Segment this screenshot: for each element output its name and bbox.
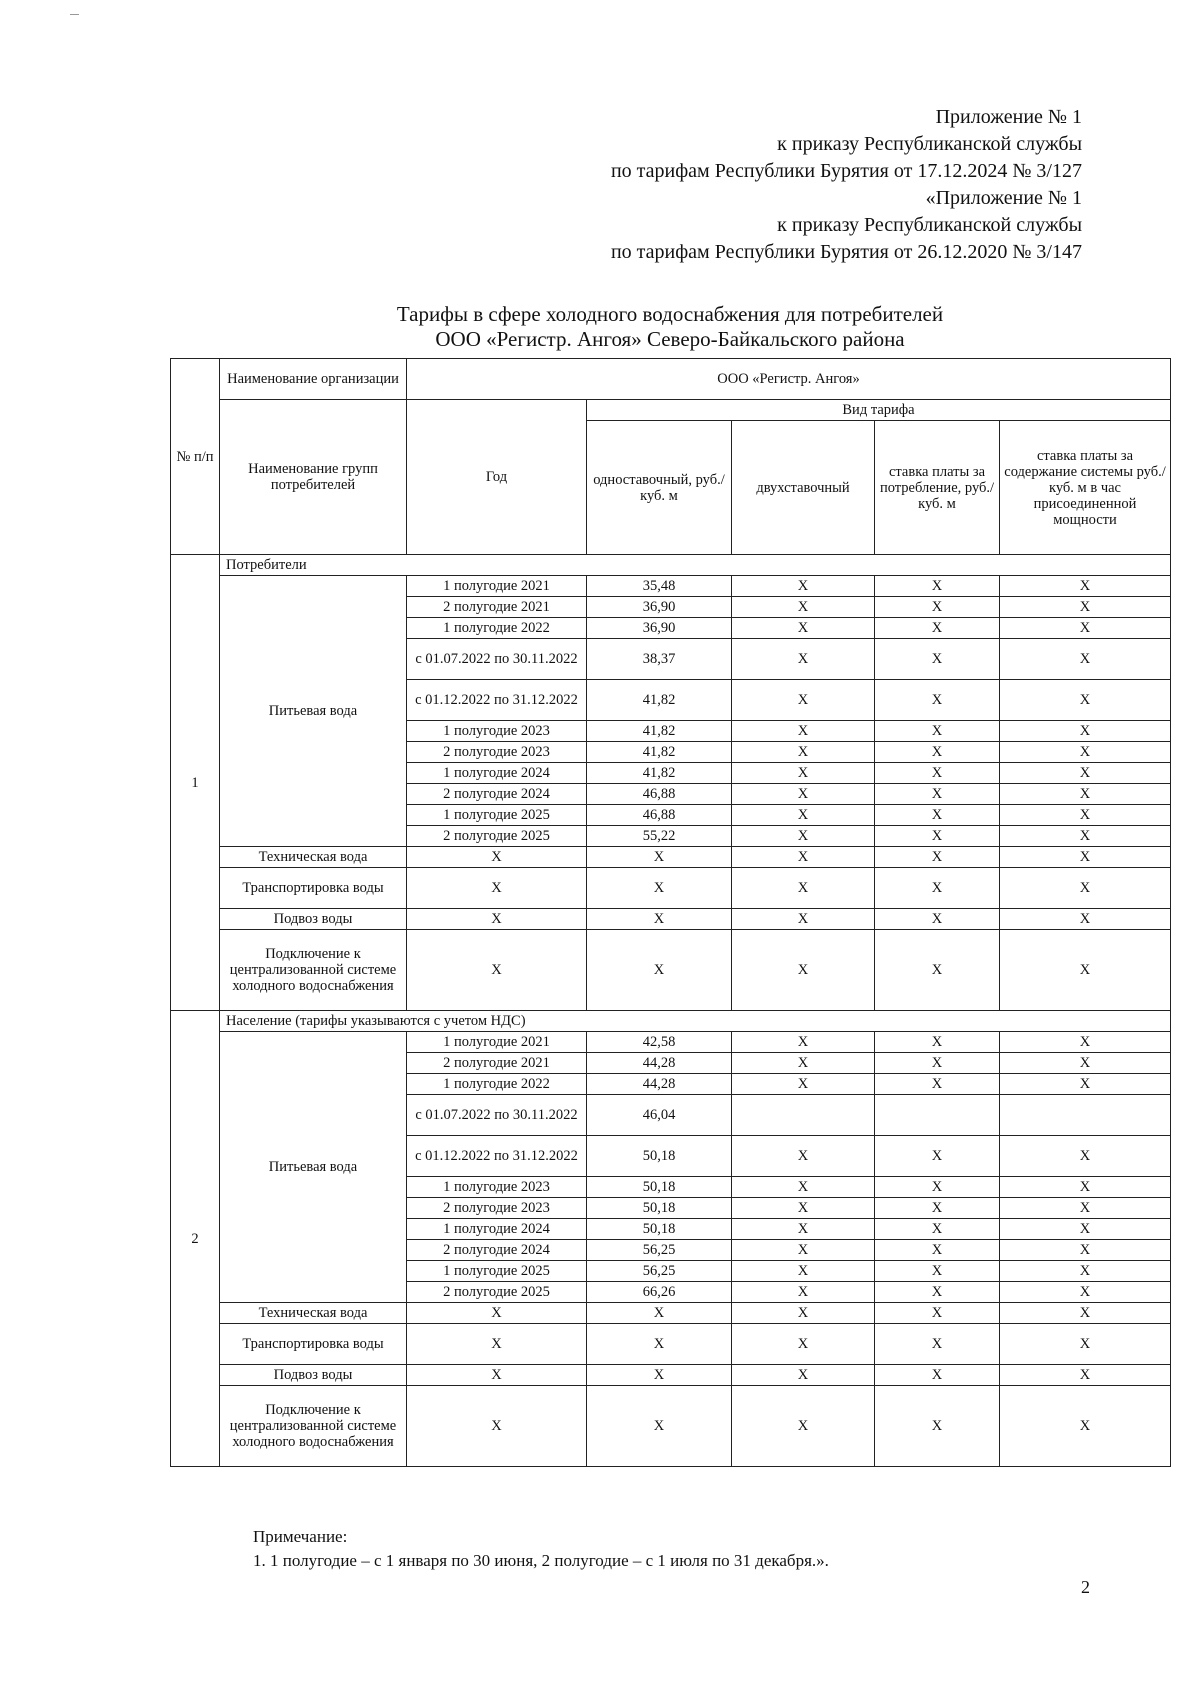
consumption-rate-cell: Х	[875, 784, 1000, 805]
group-name-cell: Техническая вода	[220, 847, 407, 868]
single-rate-cell: 66,26	[587, 1282, 732, 1303]
two-part-rate-cell: Х	[732, 721, 875, 742]
header-line: по тарифам Республики Бурятия от 17.12.2024 № 3/127	[610, 160, 1082, 182]
col-header-groups: Наименование групп потребителей	[220, 400, 407, 555]
consumption-rate-cell: Х	[875, 1198, 1000, 1219]
consumption-rate-cell: Х	[875, 826, 1000, 847]
section-number: 1	[171, 555, 220, 1011]
two-part-rate-cell: Х	[732, 826, 875, 847]
year-cell: 1 полугодие 2023	[407, 1177, 587, 1198]
maintenance-rate-cell: Х	[1000, 1324, 1171, 1365]
consumption-rate-cell: Х	[875, 1136, 1000, 1177]
section-title: Потребители	[220, 555, 1171, 576]
single-rate-cell: 41,82	[587, 742, 732, 763]
page-number: 2	[1081, 1577, 1090, 1597]
single-rate-cell: 46,88	[587, 805, 732, 826]
consumption-rate-cell	[875, 1095, 1000, 1136]
maintenance-rate-cell: Х	[1000, 930, 1171, 1011]
maintenance-rate-cell: Х	[1000, 1198, 1171, 1219]
single-rate-cell: 38,37	[587, 639, 732, 680]
two-part-rate-cell: Х	[732, 1177, 875, 1198]
year-cell: 2 полугодие 2024	[407, 784, 587, 805]
single-rate-cell: Х	[587, 930, 732, 1011]
note-title: Примечание:	[253, 1527, 348, 1546]
year-cell: Х	[407, 1303, 587, 1324]
table-row	[171, 930, 1171, 1011]
single-rate-cell: 35,48	[587, 576, 732, 597]
maintenance-rate-cell: Х	[1000, 909, 1171, 930]
year-cell: 1 полугодие 2025	[407, 1261, 587, 1282]
two-part-rate-cell: Х	[732, 1261, 875, 1282]
year-cell: с 01.12.2022 по 31.12.2022	[407, 1136, 587, 1177]
maintenance-rate-cell: Х	[1000, 742, 1171, 763]
header-row	[171, 400, 1171, 421]
consumption-rate-cell: Х	[875, 909, 1000, 930]
maintenance-rate-cell: Х	[1000, 1240, 1171, 1261]
consumption-rate-cell: Х	[875, 847, 1000, 868]
single-rate-cell: 50,18	[587, 1219, 732, 1240]
maintenance-rate-cell: Х	[1000, 805, 1171, 826]
consumption-rate-cell: Х	[875, 639, 1000, 680]
table-row	[171, 576, 1171, 597]
consumption-rate-cell: Х	[875, 805, 1000, 826]
year-cell: Х	[407, 1365, 587, 1386]
year-cell: 1 полугодие 2022	[407, 618, 587, 639]
single-rate-cell: 44,28	[587, 1053, 732, 1074]
maintenance-rate-cell: Х	[1000, 576, 1171, 597]
note	[253, 1525, 829, 1573]
consumption-rate-cell: Х	[875, 618, 1000, 639]
maintenance-rate-cell: Х	[1000, 1053, 1171, 1074]
col-header-double: двухставочный	[732, 421, 875, 555]
maintenance-rate-cell: Х	[1000, 868, 1171, 909]
consumption-rate-cell: Х	[875, 1177, 1000, 1198]
col-header-maintenance: ставка платы за содержание системы руб./куб. м в час присоединенной мощности	[1000, 421, 1171, 555]
year-cell: 1 полугодие 2024	[407, 1219, 587, 1240]
year-cell: 2 полугодие 2021	[407, 1053, 587, 1074]
maintenance-rate-cell: Х	[1000, 826, 1171, 847]
single-rate-cell: Х	[587, 868, 732, 909]
consumption-rate-cell: Х	[875, 721, 1000, 742]
maintenance-rate-cell: Х	[1000, 639, 1171, 680]
maintenance-rate-cell: Х	[1000, 1136, 1171, 1177]
year-cell: Х	[407, 868, 587, 909]
year-cell: Х	[407, 930, 587, 1011]
maintenance-rate-cell: Х	[1000, 763, 1171, 784]
consumption-rate-cell: Х	[875, 763, 1000, 784]
table-row	[171, 868, 1171, 909]
two-part-rate-cell: Х	[732, 639, 875, 680]
single-rate-cell: Х	[587, 1386, 732, 1467]
group-name-cell: Транспортировка воды	[220, 1324, 407, 1365]
title-line: Тарифы в сфере холодного водоснабжения для потребителей	[396, 302, 944, 326]
tariff-type-header: Вид тарифа	[587, 400, 1171, 421]
two-part-rate-cell: Х	[732, 868, 875, 909]
maintenance-rate-cell: Х	[1000, 1177, 1171, 1198]
year-cell: 2 полугодие 2023	[407, 1198, 587, 1219]
consumption-rate-cell: Х	[875, 1053, 1000, 1074]
maintenance-rate-cell: Х	[1000, 1261, 1171, 1282]
note-item: 1. 1 полугодие – с 1 января по 30 июня, 2 полугодие – с 1 июля по 31 декабря.».	[253, 1551, 829, 1570]
consumption-rate-cell: Х	[875, 1324, 1000, 1365]
two-part-rate-cell: Х	[732, 847, 875, 868]
single-rate-cell: 41,82	[587, 721, 732, 742]
consumption-rate-cell: Х	[875, 1219, 1000, 1240]
year-cell: 1 полугодие 2023	[407, 721, 587, 742]
two-part-rate-cell: Х	[732, 1365, 875, 1386]
maintenance-rate-cell: Х	[1000, 1032, 1171, 1053]
year-cell: с 01.12.2022 по 31.12.2022	[407, 680, 587, 721]
group-name-cell: Техническая вода	[220, 1303, 407, 1324]
two-part-rate-cell: Х	[732, 1032, 875, 1053]
document-title	[170, 302, 1170, 352]
consumption-rate-cell: Х	[875, 1261, 1000, 1282]
single-rate-cell: 36,90	[587, 597, 732, 618]
consumption-rate-cell: Х	[875, 1074, 1000, 1095]
two-part-rate-cell: Х	[732, 576, 875, 597]
single-rate-cell: 50,18	[587, 1198, 732, 1219]
year-cell: 1 полугодие 2025	[407, 805, 587, 826]
year-cell: 2 полугодие 2023	[407, 742, 587, 763]
single-rate-cell: Х	[587, 1303, 732, 1324]
two-part-rate-cell: Х	[732, 1303, 875, 1324]
maintenance-rate-cell: Х	[1000, 597, 1171, 618]
year-cell: с 01.07.2022 по 30.11.2022	[407, 1095, 587, 1136]
two-part-rate-cell: Х	[732, 1240, 875, 1261]
table-row	[171, 847, 1171, 868]
consumption-rate-cell: Х	[875, 1386, 1000, 1467]
maintenance-rate-cell: Х	[1000, 721, 1171, 742]
two-part-rate-cell: Х	[732, 909, 875, 930]
single-rate-cell: 46,04	[587, 1095, 732, 1136]
consumption-rate-cell: Х	[875, 1303, 1000, 1324]
maintenance-rate-cell: Х	[1000, 1386, 1171, 1467]
group-name-cell: Подключение к централизованной системе холодного водоснабжения	[220, 1386, 407, 1467]
header-line: по тарифам Республики Бурятия от 26.12.2020 № 3/147	[610, 241, 1082, 263]
year-cell: Х	[407, 1324, 587, 1365]
table-row	[171, 1386, 1171, 1467]
year-cell: 2 полугодие 2025	[407, 1282, 587, 1303]
two-part-rate-cell	[732, 1095, 875, 1136]
year-cell: 2 полугодие 2024	[407, 1240, 587, 1261]
single-rate-cell: 56,25	[587, 1240, 732, 1261]
group-name-cell: Подключение к централизованной системе холодного водоснабжения	[220, 930, 407, 1011]
appendix-header	[611, 104, 1082, 266]
title-line: ООО «Регистр. Ангоя» Северо-Байкальского района	[435, 327, 905, 351]
single-rate-cell: Х	[587, 1324, 732, 1365]
group-name-cell: Подвоз воды	[220, 1365, 407, 1386]
two-part-rate-cell: Х	[732, 1053, 875, 1074]
single-rate-cell: 36,90	[587, 618, 732, 639]
org-name-value: ООО «Регистр. Ангоя»	[407, 359, 1171, 400]
col-header-org-name: Наименование организации	[220, 359, 407, 400]
table-row	[171, 1032, 1171, 1053]
two-part-rate-cell: Х	[732, 1136, 875, 1177]
table-row	[171, 1324, 1171, 1365]
year-cell: 1 полугодие 2024	[407, 763, 587, 784]
maintenance-rate-cell: Х	[1000, 847, 1171, 868]
consumption-rate-cell: Х	[875, 1365, 1000, 1386]
single-rate-cell: 56,25	[587, 1261, 732, 1282]
maintenance-rate-cell: Х	[1000, 1074, 1171, 1095]
consumption-rate-cell: Х	[875, 742, 1000, 763]
two-part-rate-cell: Х	[732, 1282, 875, 1303]
two-part-rate-cell: Х	[732, 597, 875, 618]
maintenance-rate-cell: Х	[1000, 1365, 1171, 1386]
single-rate-cell: 41,82	[587, 680, 732, 721]
table-row	[171, 1365, 1171, 1386]
consumption-rate-cell: Х	[875, 1282, 1000, 1303]
group-name-cell: Транспортировка воды	[220, 868, 407, 909]
header-line: Приложение № 1	[935, 106, 1082, 128]
year-cell: 2 полугодие 2025	[407, 826, 587, 847]
two-part-rate-cell: Х	[732, 1386, 875, 1467]
two-part-rate-cell: Х	[732, 680, 875, 721]
consumption-rate-cell: Х	[875, 597, 1000, 618]
col-header-single: одноставочный, руб./ куб. м	[587, 421, 732, 555]
group-name-cell: Подвоз воды	[220, 909, 407, 930]
year-cell: 2 полугодие 2021	[407, 597, 587, 618]
year-cell: 1 полугодие 2021	[407, 1032, 587, 1053]
two-part-rate-cell: Х	[732, 1198, 875, 1219]
two-part-rate-cell: Х	[732, 1074, 875, 1095]
tariff-table	[170, 358, 1171, 1467]
year-cell: Х	[407, 909, 587, 930]
maintenance-rate-cell: Х	[1000, 1219, 1171, 1240]
scan-mark	[70, 14, 79, 15]
group-name-cell: Питьевая вода	[220, 576, 407, 847]
single-rate-cell: Х	[587, 909, 732, 930]
header-row	[171, 359, 1171, 400]
table-row	[171, 909, 1171, 930]
year-cell: 1 полугодие 2022	[407, 1074, 587, 1095]
table-row	[171, 1303, 1171, 1324]
single-rate-cell: 55,22	[587, 826, 732, 847]
consumption-rate-cell: Х	[875, 868, 1000, 909]
section-title-row	[171, 1011, 1171, 1032]
year-cell: Х	[407, 1386, 587, 1467]
consumption-rate-cell: Х	[875, 576, 1000, 597]
header-line: к приказу Республиканской службы	[777, 214, 1082, 236]
single-rate-cell: 46,88	[587, 784, 732, 805]
section-number: 2	[171, 1011, 220, 1467]
maintenance-rate-cell: Х	[1000, 680, 1171, 721]
two-part-rate-cell: Х	[732, 805, 875, 826]
section-title-row	[171, 555, 1171, 576]
two-part-rate-cell: Х	[732, 784, 875, 805]
two-part-rate-cell: Х	[732, 930, 875, 1011]
two-part-rate-cell: Х	[732, 1219, 875, 1240]
year-cell: Х	[407, 847, 587, 868]
col-header-consumption: ставка платы за потребление, руб./ куб. м	[875, 421, 1000, 555]
consumption-rate-cell: Х	[875, 1032, 1000, 1053]
maintenance-rate-cell: Х	[1000, 784, 1171, 805]
single-rate-cell: Х	[587, 1365, 732, 1386]
single-rate-cell: 41,82	[587, 763, 732, 784]
single-rate-cell: Х	[587, 847, 732, 868]
col-header-num: № п/п	[171, 359, 220, 555]
group-name-cell: Питьевая вода	[220, 1032, 407, 1303]
single-rate-cell: 42,58	[587, 1032, 732, 1053]
maintenance-rate-cell: Х	[1000, 1282, 1171, 1303]
single-rate-cell: 44,28	[587, 1074, 732, 1095]
header-line: «Приложение № 1	[925, 187, 1082, 209]
two-part-rate-cell: Х	[732, 1324, 875, 1365]
consumption-rate-cell: Х	[875, 680, 1000, 721]
section-title: Население (тарифы указываются с учетом НДС)	[220, 1011, 1171, 1032]
maintenance-rate-cell: Х	[1000, 618, 1171, 639]
single-rate-cell: 50,18	[587, 1177, 732, 1198]
consumption-rate-cell: Х	[875, 930, 1000, 1011]
consumption-rate-cell: Х	[875, 1240, 1000, 1261]
single-rate-cell: 50,18	[587, 1136, 732, 1177]
header-line: к приказу Республиканской службы	[777, 133, 1082, 155]
two-part-rate-cell: Х	[732, 742, 875, 763]
two-part-rate-cell: Х	[732, 618, 875, 639]
maintenance-rate-cell	[1000, 1095, 1171, 1136]
year-cell: 1 полугодие 2021	[407, 576, 587, 597]
two-part-rate-cell: Х	[732, 763, 875, 784]
year-cell: с 01.07.2022 по 30.11.2022	[407, 639, 587, 680]
maintenance-rate-cell: Х	[1000, 1303, 1171, 1324]
col-header-year: Год	[407, 400, 587, 555]
